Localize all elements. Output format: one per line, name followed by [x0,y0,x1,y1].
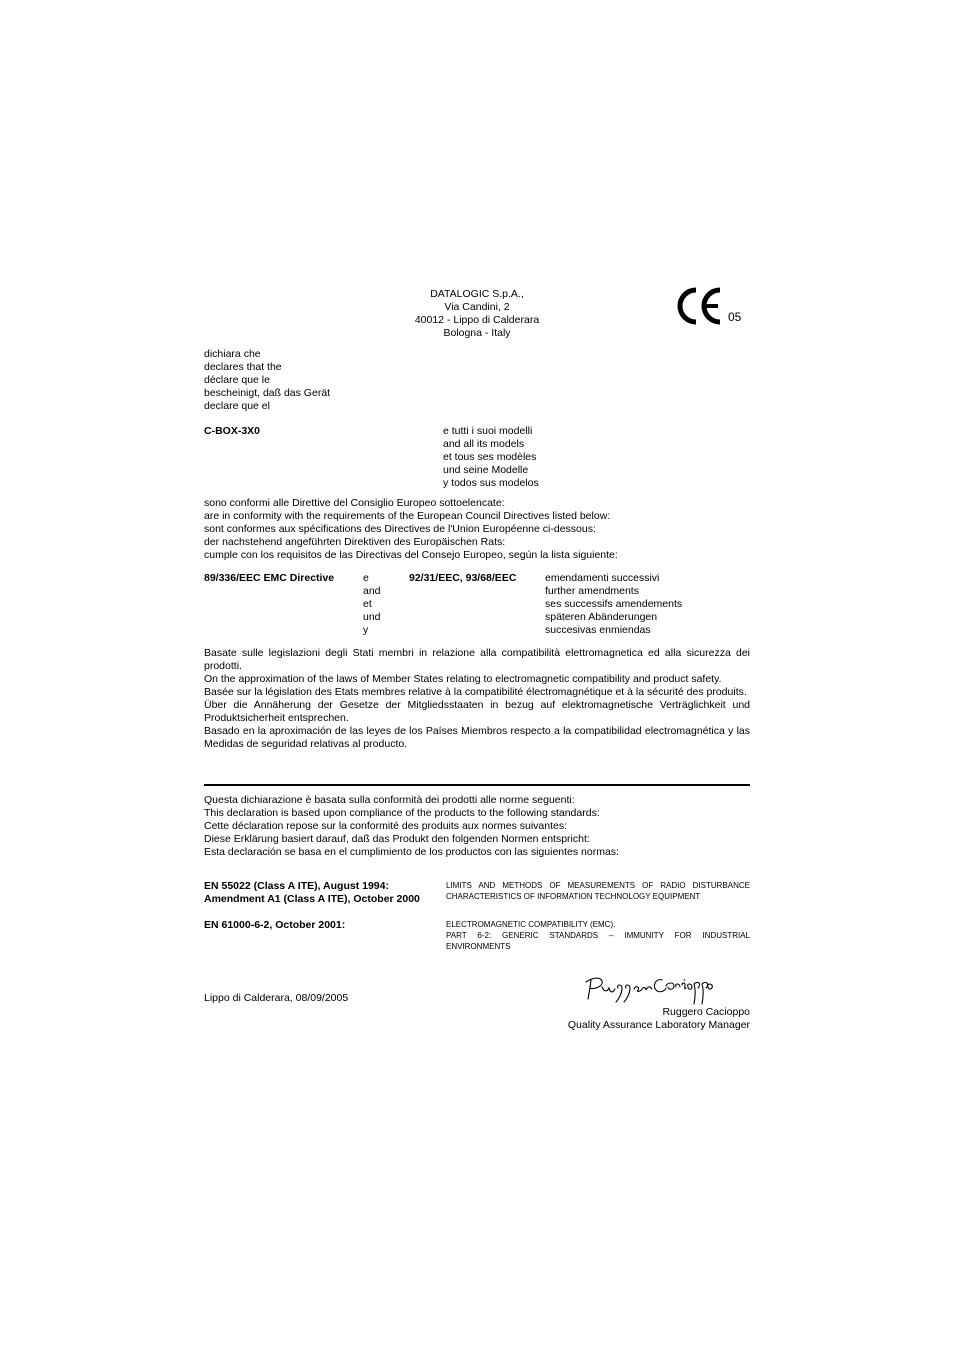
legal-basis-paragraph: Über die Annäherung der Gesetze der Mitgliedsstaaten in bezug auf elektromagnetische Verträglichkeit und Produktsicherheit entsprechen. [204,699,750,724]
conjunction: e [363,572,369,584]
standard-code-line: Amendment A1 (Class A ITE), October 2000 [204,893,420,905]
standard-desc-line: PART 6-2: GENERIC STANDARDS – IMMUNITY FOR INDUSTRIAL [446,931,750,940]
signer-block [520,1006,750,1032]
conformity-block [204,497,618,562]
conformity-line: der nachstehend angeführten Direktiven des Europäischen Rats: [204,536,506,548]
models-line: and all its models [443,438,525,450]
conjunction: and [363,585,381,597]
standard-code-line: EN 55022 (Class A ITE), August 1994: [204,880,389,892]
standard-code-line: EN 61000-6-2, October 2001: [204,919,346,931]
declares-line: declare que el [204,400,270,412]
signer-title: Quality Assurance Laboratory Manager [567,1019,750,1031]
product-name [204,425,260,438]
standard-desc-line: ELECTROMAGNETIC COMPATIBILITY (EMC). [446,920,616,929]
legal-basis-paragraph: Basée sur la législation des Etats membres relative à la compatibilité électromagnétique et à la sécurité des produits. [204,686,747,698]
declares-line: déclare que le [204,374,270,386]
signature-icon [582,972,718,1006]
declaration-basis-line: Esta declaración se basa en el cumplimiento de los productos con las siguientes normas: [204,846,619,858]
conjunctions-block [363,572,381,637]
legal-basis-paragraph: Basado en la aproximación de las leyes de los Países Miembros respecto a la compatibilidad electromagnética y las Medidas de seguridad relativas al producto. [204,725,750,750]
conformity-line: sono conformi alle Direttive del Consiglio Europeo sottoelencate: [204,497,505,509]
models-block [443,425,539,490]
signer-name: Ruggero Cacioppo [662,1006,750,1018]
main-directive [204,572,334,585]
amendment-line: succesivas enmiendas [545,624,651,636]
company-postcode-city: 40012 - Lippo di Calderara [414,314,540,326]
amendment-refs-text: 92/31/EEC, 93/68/EEC [409,572,517,584]
models-line: y todos sus modelos [443,477,539,489]
declaration-basis-line: Questa dichiarazione è basata sulla conformità dei prodotti alle norme seguenti: [204,794,575,806]
main-directive-text: 89/336/EEC EMC Directive [204,572,335,584]
company-name: DATALOGIC S.p.A., [430,288,524,300]
conformity-line: sont conformes aux spécifications des Directives de l'Union Européenne ci-dessous: [204,523,596,535]
standard-desc-line: CHARACTERISTICS OF INFORMATION TECHNOLOGY EQUIPMENT [446,892,701,901]
declares-line: declares that the [204,361,282,373]
company-address [380,288,574,340]
standard-description [446,919,750,952]
company-country: Bologna - Italy [443,327,511,339]
company-street: Via Candini, 2 [444,301,510,313]
declares-line: bescheinigt, daß das Gerät [204,387,331,399]
product-name-text: C-BOX-3X0 [204,425,261,437]
conformity-line: cumple con los requisitos de las Directivas del Consejo Europeo, según la lista siguiente: [204,549,618,561]
standard-code [204,919,444,932]
conjunction: et [363,598,372,610]
standard-desc-line: LIMITS AND METHODS OF MEASUREMENTS OF RADIO DISTURBANCE [446,881,750,890]
legal-basis-paragraph: Basate sulle legislazioni degli Stati membri in relazione alla compatibilità elettromagnetica ed alla sicurezza dei prodotti. [204,647,750,672]
standard-description [446,880,750,902]
amendment-line: further amendments [545,585,639,597]
models-line: e tutti i suoi modelli [443,425,533,437]
declaration-basis-line: Cette déclaration repose sur la conformité des produits aux normes suivantes: [204,820,568,832]
declares-block [204,348,330,413]
place-date [204,992,348,1005]
conformity-line: are in conformity with the requirements of the European Council Directives listed below: [204,510,611,522]
legal-basis-paragraph: On the approximation of the laws of Member States relating to electromagnetic compatibility and product safety. [204,673,722,685]
declaration-basis-block [204,794,619,859]
declaration-basis-line: Diese Erklärung basiert darauf, daß das Produkt den folgenden Normen entspricht: [204,833,590,845]
conjunction: y [363,624,369,636]
conjunction: und [363,611,381,623]
amendment-line: ses successifs amendements [545,598,683,610]
amendment-line: späteren Abänderungen [545,611,658,623]
standard-code [204,880,444,906]
amendment-line: emendamenti successivi [545,572,660,584]
models-line: et tous ses modèles [443,451,537,463]
amendment-refs [409,572,516,585]
declares-line: dichiara che [204,348,261,360]
horizontal-rule [204,784,750,786]
legal-basis-block [204,647,750,751]
models-line: und seine Modelle [443,464,529,476]
declaration-basis-line: This declaration is based upon compliance of the products to the following standards: [204,807,600,819]
amendments-block [545,572,682,637]
standard-desc-line: ENVIRONMENTS [446,942,511,951]
place-date-text: Lippo di Calderara, 08/09/2005 [204,992,349,1004]
ce-mark-suffix: 05 [728,310,742,324]
